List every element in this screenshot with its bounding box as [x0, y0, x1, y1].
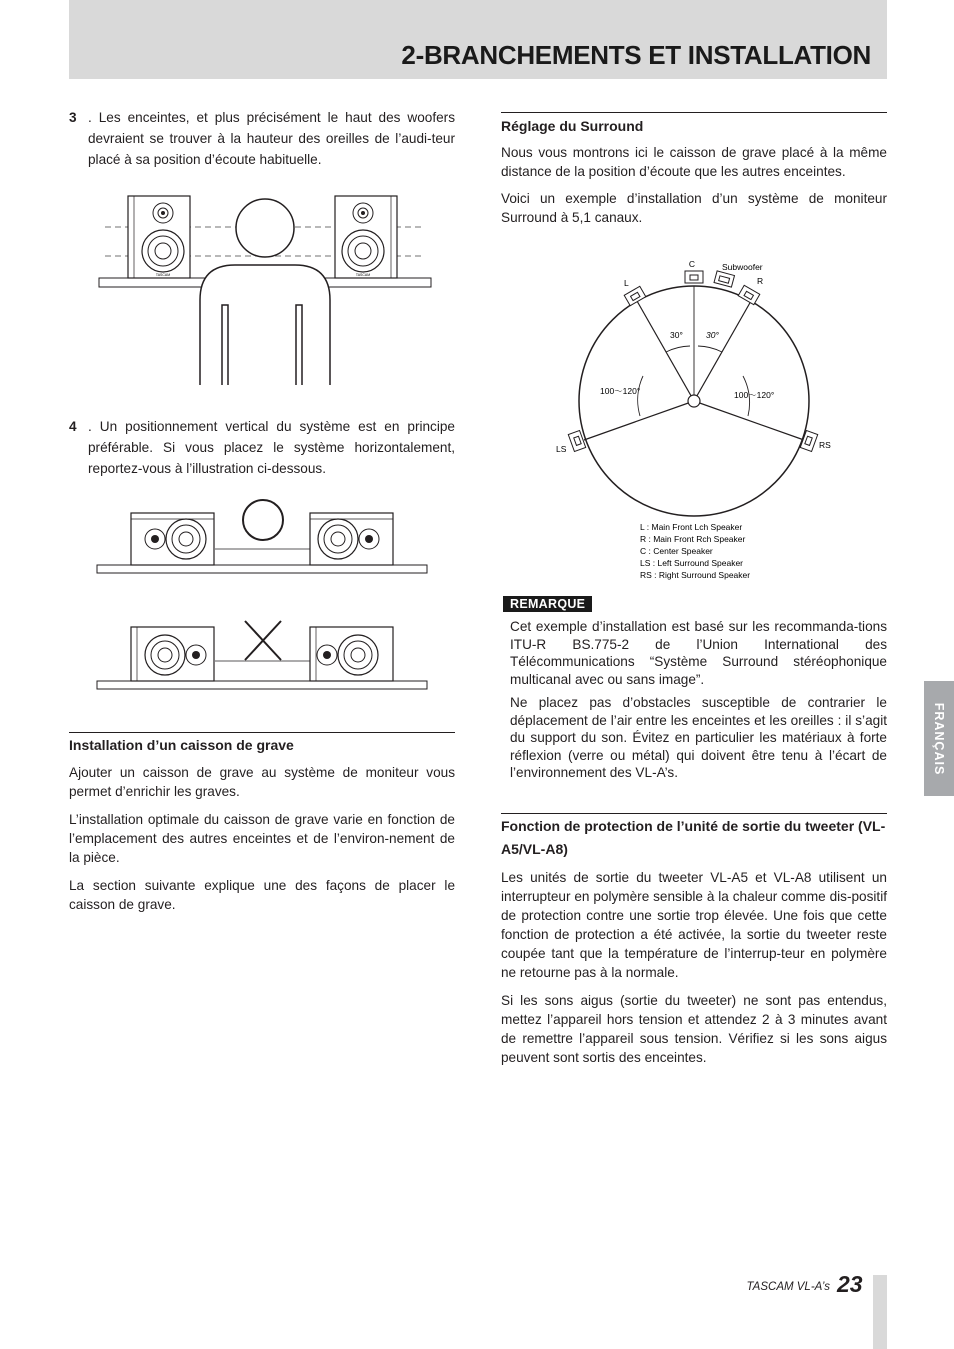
section-heading-protection: Fonction de protection de l’unité de sortie du tweeter (VL-A5/VL-A8) [501, 818, 886, 857]
label-subwoofer: Subwoofer [722, 262, 763, 272]
page-header [69, 0, 887, 79]
right-speaker-horizontal [310, 627, 393, 681]
right-speaker-vertical [335, 196, 397, 278]
paragraph: Les unités de sortie du tweeter VL-A5 et VL-A8 utilisent un interrupteur en polymère sensible à la chaleur comme dis-positif de protection contre une sortie trop élevée. Une fois que cette fonction de protection a été activée, la sortie du tweeter reste coupée tant que la température de l’interrup-teur en polymère ne retourne pas à la normale. [501, 870, 887, 980]
list-item-3 [69, 107, 455, 170]
paragraph: Ajouter un caisson de grave au système de moniteur vous permet d’enrichir les graves. [69, 765, 455, 799]
language-tab-label: FRANÇAIS [932, 702, 946, 775]
paragraph: Ne placez pas d’obstacles susceptible de contrarier le déplacement de l’air entre les enceintes et les oreilles : il s’agit du support du son. Évitez en particulier les matériaux à forte réflexion (verre ou métal) qui doivent être tenu à l’écart de l’environnement des VL-A’s. [510, 695, 887, 780]
range-left-label: 100～120° [600, 386, 641, 396]
right-speaker-horizontal [310, 513, 393, 565]
subwoofer-body [69, 763, 455, 914]
legend-line: C : Center Speaker [640, 546, 713, 556]
item-text: . Un positionnement vertical du système est en principe préférable. Si vous placez le système horizontalement, reportez-vous à l’illustration ci-dessous. [88, 419, 455, 476]
item-number: 3 [69, 110, 77, 125]
remarque-body [510, 618, 887, 782]
angle-right-label: 30° [706, 330, 719, 340]
subwoofer-icon [714, 271, 734, 287]
section-divider [501, 813, 887, 814]
item-text: . Les enceintes, et plus précisément le haut des woofers devraient se trouver à la hauteur des oreilles de l’audi-teur placé à sa position d’écoute habituelle. [88, 110, 455, 167]
paragraph: Nous vous montrons ici le caisson de grave placé à la même distance de la position d’écoute que les autres enceintes. [501, 145, 887, 179]
angle-left-label: 30° [670, 330, 683, 340]
label-l: L [624, 278, 629, 288]
label-ls: LS [556, 444, 567, 454]
speaker-brand: TASCAM [155, 273, 171, 277]
section-divider [69, 732, 455, 733]
label-rs: RS [819, 440, 831, 450]
label-r: R [757, 276, 764, 286]
ng-cross-icon [245, 621, 281, 660]
page-number: 23 [837, 1271, 863, 1297]
speaker-l-icon [624, 286, 646, 305]
legend-line: L : Main Front Lch Speaker [640, 522, 743, 532]
horizontal-placement-correct [95, 496, 430, 576]
remarque-badge: REMARQUE [503, 596, 592, 612]
ok-circle-icon [243, 500, 283, 540]
footer-brand: TASCAM VL-A’s [746, 1281, 830, 1293]
footer-bar [873, 1275, 887, 1349]
legend-line: LS : Left Surround Speaker [640, 558, 744, 568]
paragraph: Cet exemple d’installation est basé sur les recommanda-tions ITU-R BS.775-2 de l’Union International des Télécommunications “Système Surround stéréophonique multicanal avec ou sans image”. [510, 619, 887, 687]
left-speaker-horizontal [131, 627, 214, 681]
protection-body [501, 868, 887, 1067]
legend-line: R : Main Front Rch Speaker [640, 534, 746, 544]
surround-setup-diagram [550, 258, 840, 586]
legend-line: RS : Right Surround Speaker [640, 570, 751, 580]
range-right-label: 100～120° [734, 390, 775, 400]
surround-body [501, 143, 887, 227]
horizontal-placement-incorrect [95, 615, 430, 693]
left-speaker-vertical [128, 196, 190, 278]
item-number: 4 [69, 419, 77, 434]
speaker-r-icon [738, 285, 760, 304]
paragraph: Si les sons aigus (sortie du tweeter) ne sont pas entendus, mettez l’appareil hors tension et attendez 2 à 3 minutes avant de remettre l’appareil sous tension. Vérifiez si les sons aigus peuvent sont sortis des enceintes. [501, 993, 887, 1065]
speaker-brand: TASCAM [355, 273, 371, 277]
list-item-4 [69, 416, 455, 479]
speaker-rs-icon [800, 430, 817, 451]
label-c: C [688, 259, 696, 269]
left-speaker-horizontal [131, 513, 214, 565]
section-heading-subwoofer: Installation d’un caisson de grave [69, 737, 294, 753]
language-tab [924, 681, 954, 796]
paragraph: L’installation optimale du caisson de grave varie en fonction de l’emplacement des autres enceintes et de l’environ-nement de la pièce. [69, 812, 455, 865]
section-heading-surround: Réglage du Surround [501, 118, 644, 134]
speaker-c-icon [685, 271, 703, 283]
paragraph: La section suivante explique une des façons de placer le caisson de grave. [69, 878, 455, 912]
section-divider [501, 112, 887, 113]
vertical-placement-illustration [95, 190, 435, 390]
page-title: 2-BRANCHEMENTS ET INSTALLATION [401, 40, 871, 70]
paragraph: Voici un exemple d’installation d’un système de moniteur Surround à 5,1 canaux. [501, 191, 887, 225]
